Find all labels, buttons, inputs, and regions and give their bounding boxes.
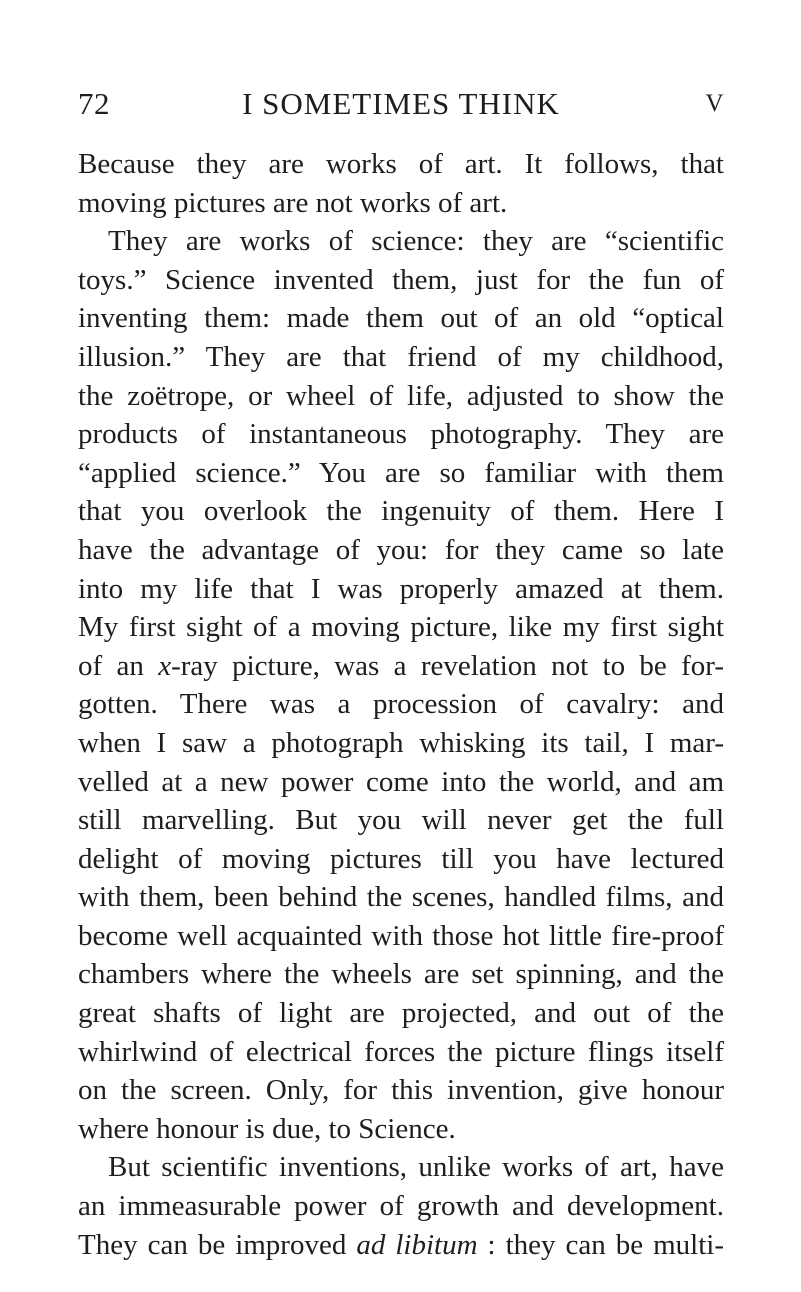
text-line <box>78 1226 724 1265</box>
text-line: delight of moving pictures till you have lectured <box>78 842 724 875</box>
text-line: My first sight of a moving picture, like my first sight <box>78 611 724 644</box>
text-run: They can be improved <box>78 1228 357 1261</box>
text-line: products of instantaneous photography. They are <box>78 418 724 451</box>
chapter-number: V <box>705 90 724 117</box>
body-text <box>78 145 724 1264</box>
text-line: with them, been behind the scenes, handled films, and <box>78 881 724 914</box>
paragraph-first-line: They are works of science: they are “scientific <box>108 225 724 258</box>
italic-text: ad libitum <box>356 1228 478 1261</box>
paragraph-first-line: But scientific inventions, unlike works of art, have <box>108 1151 724 1184</box>
text-line: still marvelling. But you will never get the full <box>78 804 724 837</box>
running-title: I SOMETIMES THINK <box>242 86 560 121</box>
text-line: chambers where the wheels are set spinning, and the <box>78 958 724 991</box>
text-line: illusion.” They are that friend of my childhood, <box>78 340 724 373</box>
text-line: great shafts of light are projected, and out of the <box>78 997 724 1030</box>
text-line: become well acquainted with those hot little fire-proof <box>78 919 724 952</box>
text-line: have the advantage of you: for they came so late <box>78 533 724 566</box>
text-line: velled at a new power come into the world, and am <box>78 765 724 798</box>
running-head <box>78 86 724 126</box>
text-run: : they can be multi- <box>477 1228 724 1261</box>
text-line: the zoëtrope, or wheel of life, adjusted to show the <box>78 379 724 412</box>
text-line: on the screen. Only, for this invention, give honour <box>78 1074 724 1107</box>
text-line: toys.” Science invented them, just for the fun of <box>78 263 724 296</box>
text-line: Because they are works of art. It follows, that <box>78 148 724 180</box>
text-run: -ray picture, was a revelation not to be for- <box>171 649 724 682</box>
text-line: whirlwind of electrical forces the picture flings itself <box>78 1035 724 1068</box>
text-line: inventing them: made them out of an old “optical <box>78 302 724 335</box>
text-line: that you overlook the ingenuity of them. Here I <box>78 495 724 528</box>
text-line: into my life that I was properly amazed at them. <box>78 572 724 605</box>
text-line: when I saw a photograph whisking its tail, I mar- <box>78 726 724 759</box>
italic-text: x <box>158 649 172 682</box>
text-line: gotten. There was a procession of cavalry: and <box>78 688 724 721</box>
page-number: 72 <box>78 86 110 121</box>
text-line <box>78 647 724 686</box>
text-line: an immeasurable power of growth and development. <box>78 1190 724 1223</box>
text-line: where honour is due, to Science. <box>78 1112 456 1145</box>
text-line: “applied science.” You are so familiar with them <box>78 456 724 489</box>
text-run: of an <box>78 649 159 682</box>
text-line: moving pictures are not works of art. <box>78 186 508 219</box>
